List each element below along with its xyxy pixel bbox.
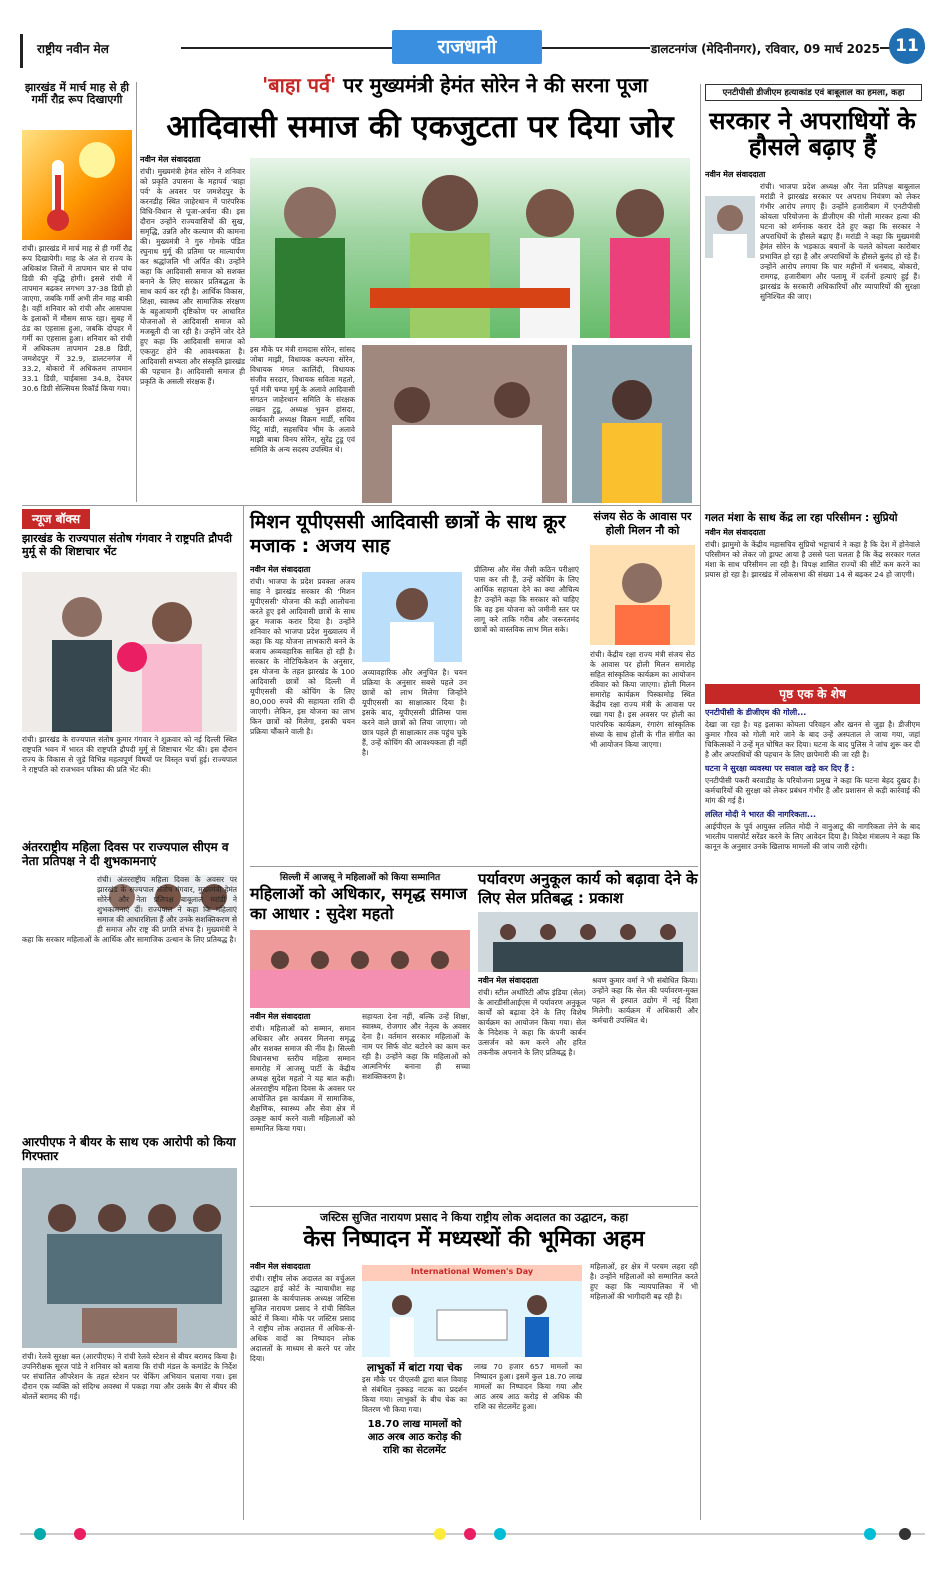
page-header	[20, 28, 925, 68]
column-rule	[136, 82, 137, 502]
worship-photo	[572, 345, 692, 503]
holi-headline: संजय सेठ के आवास पर होली मिलन नौ को	[593, 510, 692, 537]
sanjay-seth-photo	[590, 545, 695, 645]
sun-thermometer-icon	[22, 130, 132, 240]
lead-kicker	[200, 74, 710, 96]
page-number: 11	[889, 28, 925, 64]
ritual-photo	[362, 345, 567, 503]
news-box-header	[22, 508, 232, 528]
women-day-body: रांची। अंतरराष्ट्रीय महिला दिवस के अवसर पर झारखंड के राज्यपाल संतोष गंगवार, मुख्यमंत्री हेमंत सोरेन और नेता प्रतिपक्ष बाबूलाल मरांडी ने शुभकामनाएं दीं। राज्यपाल ने कहा कि महिलाएं समाज की आधारशिला हैं और उनके सशक्तिकरण से ही समाज और राष्ट्र की प्रगति संभव है। मुख्यमंत्री ने कहा कि सरकार महिलाओं के आर्थिक और सामाजिक उत्थान के लिए प्रतिबद्ध है।	[22, 875, 237, 944]
supriyo-body: नवीन मेल संवाददाता रांची। झामुमो के केंद्रीय महासचिव सुप्रियो भट्टाचार्य ने कहा है कि देश में होनेवाले परिसीमन को लेकर जो ड्राफ्ट आया है उससे पता चलता है कि केंद्र सरकार गलत मंशा के साथ परिसीमन ला रही है। विपक्ष शासित राज्यों की सीटें कम करने का प्रयास हो रहा है। झारखंड में लोकसभा की संख्या 14 से बढ़कर 24 हो जाएगी।	[705, 528, 920, 579]
portrait-photo	[590, 545, 695, 645]
section-tab: राजधानी	[392, 30, 542, 64]
rpf-arrest-photo	[22, 1168, 237, 1348]
lok-adalat-body-4: महिलाओं, हर क्षेत्र में परचम लहरा रही है। उन्होंने महिलाओं को सम्मानित करते हुए कहा कि न्यायपालिका में भी महिलाओं की भागीदारी बढ़ रही है।	[590, 1262, 698, 1301]
women-event-photo	[250, 930, 470, 1008]
column-rule	[700, 84, 701, 1520]
women-body: नवीन मेल संवाददाता रांची। महिलाओं को सम्मान, समान अधिकार और अवसर मिलना समृद्ध और सशक्त समाज की नींव है। सिल्ली विधानसभा स्तरीय महिला सम्मान समारोह में आजसू पार्टी के केंद्रीय अध्यक्ष सुदेश महतो ने यह बात कही। अंतरराष्ट्रीय महिला दिवस के अवसर पर आयोजित इस कार्यक्रम में सामाजिक, शैक्षणिक, स्वास्थ्य और सेवा क्षेत्र में उत्कृष्ट कार्य करने वाली महिलाओं को सम्मानित किया गया।	[250, 1012, 355, 1133]
lok-adalat-body-2: लाभुकों में बांटा गया चेक इस मौके पर पीएलवी द्वारा बाल विवाह से संबंधित नुक्कड़ नाटक का प्रदर्शन किया गया। लाभुकों के बीच चेक का वितरण भी किया गया। 18.70 लाख मामलों को आठ अरब आठ करोड़ की राशि का सेटलमेंट	[362, 1362, 467, 1456]
lead-photo-3	[572, 345, 692, 503]
lok-adalat-headline: केस निष्पादन में मध्यस्थों की भूमिका अहम	[303, 1227, 645, 1252]
weather-body: रांची। झारखंड में मार्च माह से ही गर्मी रौद्र रूप दिखायेगी। माह के अंत से राज्य के अधिकांश जिलों में तापमान चार से पांच डिग्री की वृद्धि होगी। इससे रांची में तापमान बढ़कर लगभग 37-38 डिग्री हो जाएगा, जबकि गर्मी अभी तीन माह बाकी है। वहीं शनिवार को रांची और आसपास के इलाकों में मौसम साफ रहा। सुबह में ठंड का एहसास हुआ, जबकि दोपहर में गर्मी का एहसास हुआ। शनिवार को रांची में अधिकतम तापमान 28.8 डिग्री, जमशेदपुर में 32.9, डालटनगंज में 33.2, बोकारो में अधिकतम तापमान 33.1 डिग्री, चाईबासा 34.8, देवघर 30.6 डिग्री सेल्सियस रिकॉर्ड किया गया।	[22, 244, 132, 393]
weather-headline: झारखंड में मार्च माह से ही गर्मी रौद्र रूप दिखाएगी	[24, 81, 130, 107]
news-box-title: न्यूज बॉक्स	[22, 509, 90, 529]
column-rule	[243, 505, 244, 1520]
chief-minister-worship-photo	[250, 158, 690, 338]
sail-photo	[478, 912, 698, 972]
women-body-2: सहायता देना नहीं, बल्कि उन्हें शिक्षा, स्वास्थ्य, रोजगार और नेतृत्व के अवसर देना है। वर्तमान सरकार महिलाओं के नाम पर सिर्फ वोट बटोरने का काम कर रही है। उन्होंने कहा कि महिलाओं को आत्मनिर्भर बनाना ही सच्चा सशक्तिकरण है।	[362, 1012, 470, 1081]
lead-photo-main	[250, 158, 690, 338]
upsc-body-3: प्रीलिम्स और मेंस जैसी कठिन परीक्षाएं पास कर ली हैं, उन्हें कोचिंग के लिए आर्थिक सहायता देने का क्या औचित्य है? उन्होंने कहा कि सरकार को चाहिए कि वह इस योजना को जमीनी स्तर पर लागू करे ताकि गरीब और जरूरतमंद छात्रों को वास्तविक लाभ मिल सके।	[474, 565, 579, 634]
heat-photo	[22, 130, 132, 240]
women-headline: महिलाओं को अधिकार, समृद्ध समाज का आधार : सुदेश महतो	[250, 884, 468, 923]
officials-photo	[478, 912, 698, 972]
dateline: डालटनगंज (मेदिनीनगर), रविवार, 09 मार्च 2025	[650, 34, 880, 66]
upsc-body-2: अव्यावहारिक और अनुचित है। चयन प्रक्रिया के अनुसार सबसे पहले उन छात्रों को लाभ मिलेगा जिन्होंने यूपीएससी का साक्षात्कार दिया है। इसके बाद, यूपीएससी प्रीलिम्स पास करने वाले छात्रों को लिया जाएगा। जो छात्र पहले ही साक्षात्कार तक पहुंच चुके हैं, उन्हें कोचिंग की आवश्यकता ही नहीं है।	[362, 668, 467, 757]
supriyo-headline: गलत मंशा के साथ केंद्र ला रहा परिसीमन : सुप्रियो	[705, 512, 898, 524]
governor-headline: झारखंड के राज्यपाल संतोष गंगवार ने राष्ट्रपति द्रौपदी मुर्मू से की शिष्टाचार भेंट	[22, 532, 233, 558]
color-registration-marks	[20, 1527, 925, 1541]
crime-topline: एनटीपीसी डीजीएम हत्याकांड एवं बाबूलाल का हमला, कहा	[705, 84, 922, 101]
lok-adalat-photo	[362, 1265, 582, 1357]
sail-body: नवीन मेल संवाददाता रांची। स्टील अथॉरिटी ऑफ इंडिया (सेल) के आरडीसीआईएस में पर्यावरण अनुकूल कार्यों को बढ़ावा देने के लिए विशेष कार्यक्रम का आयोजन किया गया। सेल के निदेशक ने कहा कि कंपनी कार्बन उत्सर्जन को कम करने और हरित तकनीक अपनाने के लिए प्रतिबद्ध है।	[478, 976, 586, 1057]
speaker-photo	[362, 572, 462, 662]
upsc-headline: मिशन यूपीएससी आदिवासी छात्रों के साथ क्रूर मजाक : अजय साह	[250, 511, 566, 557]
sail-body-2: श्रवण कुमार वर्मा ने भी संबोधित किया। उन्होंने कहा कि सेल की पर्यावरण-मुक्त पहल से इस्पात उद्योग में नई दिशा मिलेगी। कार्यक्रम में अधिकारी और कर्मचारी उपस्थित थे।	[592, 976, 698, 1025]
meeting-photo	[22, 572, 237, 732]
ajay-sah-photo	[362, 572, 462, 662]
section-rule	[250, 1206, 698, 1207]
lead-kicker-quote: 'बाहा पर्व'	[262, 73, 337, 97]
lok-adalat-body-3: लाख 70 हजार 657 मामलों का निष्पादन हुआ। इसमें कुल 18.70 लाख मामलों का निष्पादन किया गया और आठ अरब आठ करोड़ से अधिक की राशि का सेटलमेंट हुआ।	[474, 1362, 582, 1411]
section-rule	[250, 866, 698, 867]
upsc-body: नवीन मेल संवाददाता रांची। भाजपा के प्रदेश प्रवक्ता अजय साह ने झारखंड सरकार की 'मिशन यूपीएससी' योजना की कड़ी आलोचना करते हुए इसे आदिवासी छात्रों के साथ क्रूर मजाक करार दिया है। उन्होंने शनिवार को भाजपा प्रदेश मुख्यालय में कहा कि यह योजना लाभकारी बनने के बजाय अव्यवहारिक साबित हो रही है। सरकार के नोटिफिकेशन के अनुसार, इस योजना के तहत झारखंड के 100 आदिवासी छात्रों को दिल्ली में यूपीएससी की कोचिंग के लिए 80,000 रुपये की सहायता राशि दी जाएगी। लेकिन, इस योजना का लाभ किन छात्रों को मिलेगा, इसकी चयन प्रक्रिया चौंकाने वाली है।	[250, 565, 355, 736]
lead-photo-2	[362, 345, 567, 503]
lead-headline: आदिवासी समाज की एकजुटता पर दिया जोर	[166, 109, 674, 145]
crime-headline: सरकार ने अपराधियों के हौसले बढ़ाए हैं	[709, 107, 916, 162]
crime-body: नवीन मेल संवाददाता रांची। भाजपा प्रदेश अध्यक्ष और नेता प्रतिपक्ष बाबूलाल मरांडी ने झारखंड सरकार पर अपराध नियंत्रण को लेकर गंभीर आरोप लगाए हैं। उन्होंने हजारीबाग में एनटीपीसी कोयला परियोजना के डीजीएम की गोली मारकर हत्या की घटना को शर्मनाक करार देते हुए कहा कि सरकार ने अपराधियों के हौसले बढ़ाए हैं। मरांडी ने कहा कि मुख्यमंत्री हेमंत सोरेन के भड़काऊ बयानों के चलते कोयला कारोबार प्रभावित हो रहा है और अपराधियों के हौसले बुलंद हो रहे हैं। उन्होंने आरोप लगाया कि चार महीनों में धनबाद, बोकारो, रामगढ़, हजारीबाग और पलामू में दर्जनों हत्याएं हुई हैं। झारखंड के सरकारी अधिकारियों और व्यापारियों की सुरक्षा सुनिश्चित की जाए।	[705, 170, 920, 301]
lok-adalat-topline: जस्टिस सुजित नारायण प्रसाद ने किया राष्ट्रीय लोक अदालत का उद्घाटन, कहा	[319, 1211, 629, 1224]
masthead: राष्ट्रीय नवीन मेल	[20, 34, 181, 68]
lok-adalat-body: नवीन मेल संवाददाता रांची। राष्ट्रीय लोक अदालत का वर्चुअल उद्घाटन हाई कोर्ट के न्यायाधीश सह झालसा के कार्यपालक अध्यक्ष जस्टिस सुजित नारायण प्रसाद ने रांची सिविल कोर्ट में किया। मौके पर जस्टिस प्रसाद ने राष्ट्रीय लोक अदालत में अधिक-से-अधिक वादों का निष्पादन लोक अदालतों के माध्यम से करने पर जोर दिया।	[250, 1262, 355, 1363]
continued-body: एनटीपीसी के डीजीएम की गोली... देखा जा रहा है। यह इलाका कोयला परिवहन और खनन से जुड़ा है। डीजीएम कुमार गौरव को गोली मारे जाने के बाद उन्हें अस्पताल ले जाया गया, जहां चिकित्सकों ने उन्हें मृत घोषित कर दिया। घटना के बाद पुलिस ने जांच शुरू कर दी है और अपराधियों की पहचान के लिए छापेमारी की जा रही है। घटना ने सुरक्षा व्यवस्था पर सवाल खड़े कर दिए हैं : एनटीपीसी पकरी बरवाडीह के परियोजना प्रमुख ने कहा कि घटना बेहद दुखद है। कर्मचारियों की सुरक्षा को लेकर प्रबंधन गंभीर है और प्रशासन से कड़ी कार्रवाई की मांग की गई है। ललित मोदी ने भारत की नागरिकता... आईपीएल के पूर्व आयुक्त ललित मोदी ने वानुआटू की नागरिकता लेने के बाद भारतीय पासपोर्ट सरेंडर करने के लिए आवेदन दिया है। विदेश मंत्रालय ने कहा कि कानून के अनुसार उनके खिलाफ मामलों की जांच जारी रहेगी।	[705, 708, 920, 851]
governor-body: रांची। झारखंड के राज्यपाल संतोष कुमार गंगवार ने शुक्रवार को नई दिल्ली स्थित राष्ट्रपति भवन में भारत की राष्ट्रपति द्रौपदी मुर्मू से शिष्टाचार भेंट की। इस दौरान राज्य के विकास से जुड़े विभिन्न महत्वपूर्ण विषयों पर विस्तृत चर्चा हुई। राज्यपाल ने राष्ट्रपति को राजभवन पत्रिका की प्रति भेंट की।	[22, 735, 237, 774]
cheque-distribution-photo	[362, 1265, 582, 1357]
rpf-body: रांची। रेलवे सुरक्षा बल (आरपीएफ) ने रांची रेलवे स्टेशन से बीयर बरामद किया है। उपनिरीक्षक सूरज पांडे ने शनिवार को बताया कि रांची मंडल के कमांडेंट के निर्देश पर संचालित ऑपरेशन के तहत स्टेशन पर चेकिंग अभियान चलाया गया। इस दौरान एक व्यक्ति को संदिग्ध अवस्था में पकड़ा गया और उसके बैग से बीयर की बोतलें बरामद की गईं।	[22, 1352, 237, 1401]
continued-title: पृष्ठ एक के शेष	[705, 684, 920, 704]
lead-body-2: इस मौके पर मंत्री रामदास सोरेन, सांसद जोबा माझी, विधायक कल्पना सोरेन, विधायक मंगल कालिंदी, विधायक संजीव सरदार, विधायक सविता महतो, पूर्व मंत्री चम्पा मुर्मू के अलावे आदिवासी संगठन जाहेरथान समिति के संरक्षक लखन टुडू, अध्यक्ष भुवन हांसदा, कार्यकारी अध्यक्ष विक्रम मार्डी, सचिव पिंटू मांडी, सहसचिव भीम के अलावे माझी बाबा विनय सोरेन, सुरेंद्र टुडू एवं समिति के अन्य सदस्य उपस्थित थे।	[250, 345, 355, 454]
section-rule	[22, 505, 700, 506]
women-day-headline: अंतरराष्ट्रीय महिला दिवस पर राज्यपाल सीएम व नेता प्रतिपक्ष ने दी शुभकामनाएं	[22, 840, 229, 868]
rpf-photo	[22, 1168, 237, 1348]
holi-body: रांची। केंद्रीय रक्षा राज्य मंत्री संजय सेठ के आवास पर होली मिलन समारोह सहित सांस्कृतिक कार्यक्रम का आयोजन रविवार को किया जाएगा। होली मिलन समारोह कार्यक्रम पिस्कामोड़ स्थित केंद्रीय रक्षा राज्य मंत्री के आवास पर रखा गया है। इस अवसर पर होली का पारंपरिक कार्यक्रम, रंगारंग सांस्कृतिक संध्या के साथ होली के गीत संगीत का भी आयोजन किया जाएगा।	[590, 650, 695, 749]
audience-photo	[250, 930, 470, 1008]
governor-president-photo	[22, 572, 237, 732]
rpf-headline: आरपीएफ ने बीयर के साथ एक आरोपी को किया गिरफ्तार	[22, 1135, 236, 1163]
print-registration-bar	[20, 1526, 925, 1540]
sail-headline: पर्यावरण अनुकूल कार्य को बढ़ावा देने के लिए सेल प्रतिबद्ध : प्रकाश	[478, 870, 698, 907]
women-topline: सिल्ली में आजसू ने महिलाओं को किया सम्मानित	[279, 873, 441, 883]
lead-kicker-rest: पर मुख्यमंत्री हेमंत सोरेन ने की सरना पूजा	[336, 73, 648, 97]
lead-body: नवीन मेल संवाददाता रांची। मुख्यमंत्री हेमंत सोरेन ने शनिवार को प्रकृति उपासना के महापर्व 'बाहा पर्व' के अवसर पर जमशेदपुर के करनडीह स्थित जाहेरथान में पारंपरिक विधि-विधान से पूजा-अर्चना की। इस दौरान उन्होंने राज्यवासियों की सुख, समृद्धि, उन्नति और कल्याण की कामना की। मुख्यमंत्री ने गुरु गोमके पंडित रघुनाथ मुर्मू की प्रतिमा पर माल्यार्पण कर श्रद्धांजलि भी अर्पित की। उन्होंने कहा कि आदिवासी समाज को सशक्त बनाने के लिए सरकार प्रतिबद्धता के साथ कार्य कर रही है। आर्थिक विकास, शिक्षा, स्वास्थ्य और सामाजिक संरक्षण के बहुआयामी दृष्टिकोण पर आधारित योजनाओं से आदिवासी समाज को मजबूती दी जा रही है। उन्होंने जोर देते हुए कहा कि आदिवासी समाज को एकजुट होने की आवश्यकता है। आदिवासी सभ्यता और संस्कृति झारखंड की पहचान है। आदिवासी समाज ही प्रकृति के असली संरक्षक हैं।	[140, 155, 245, 386]
photo-banner-text: International Women's Day	[410, 1267, 534, 1276]
